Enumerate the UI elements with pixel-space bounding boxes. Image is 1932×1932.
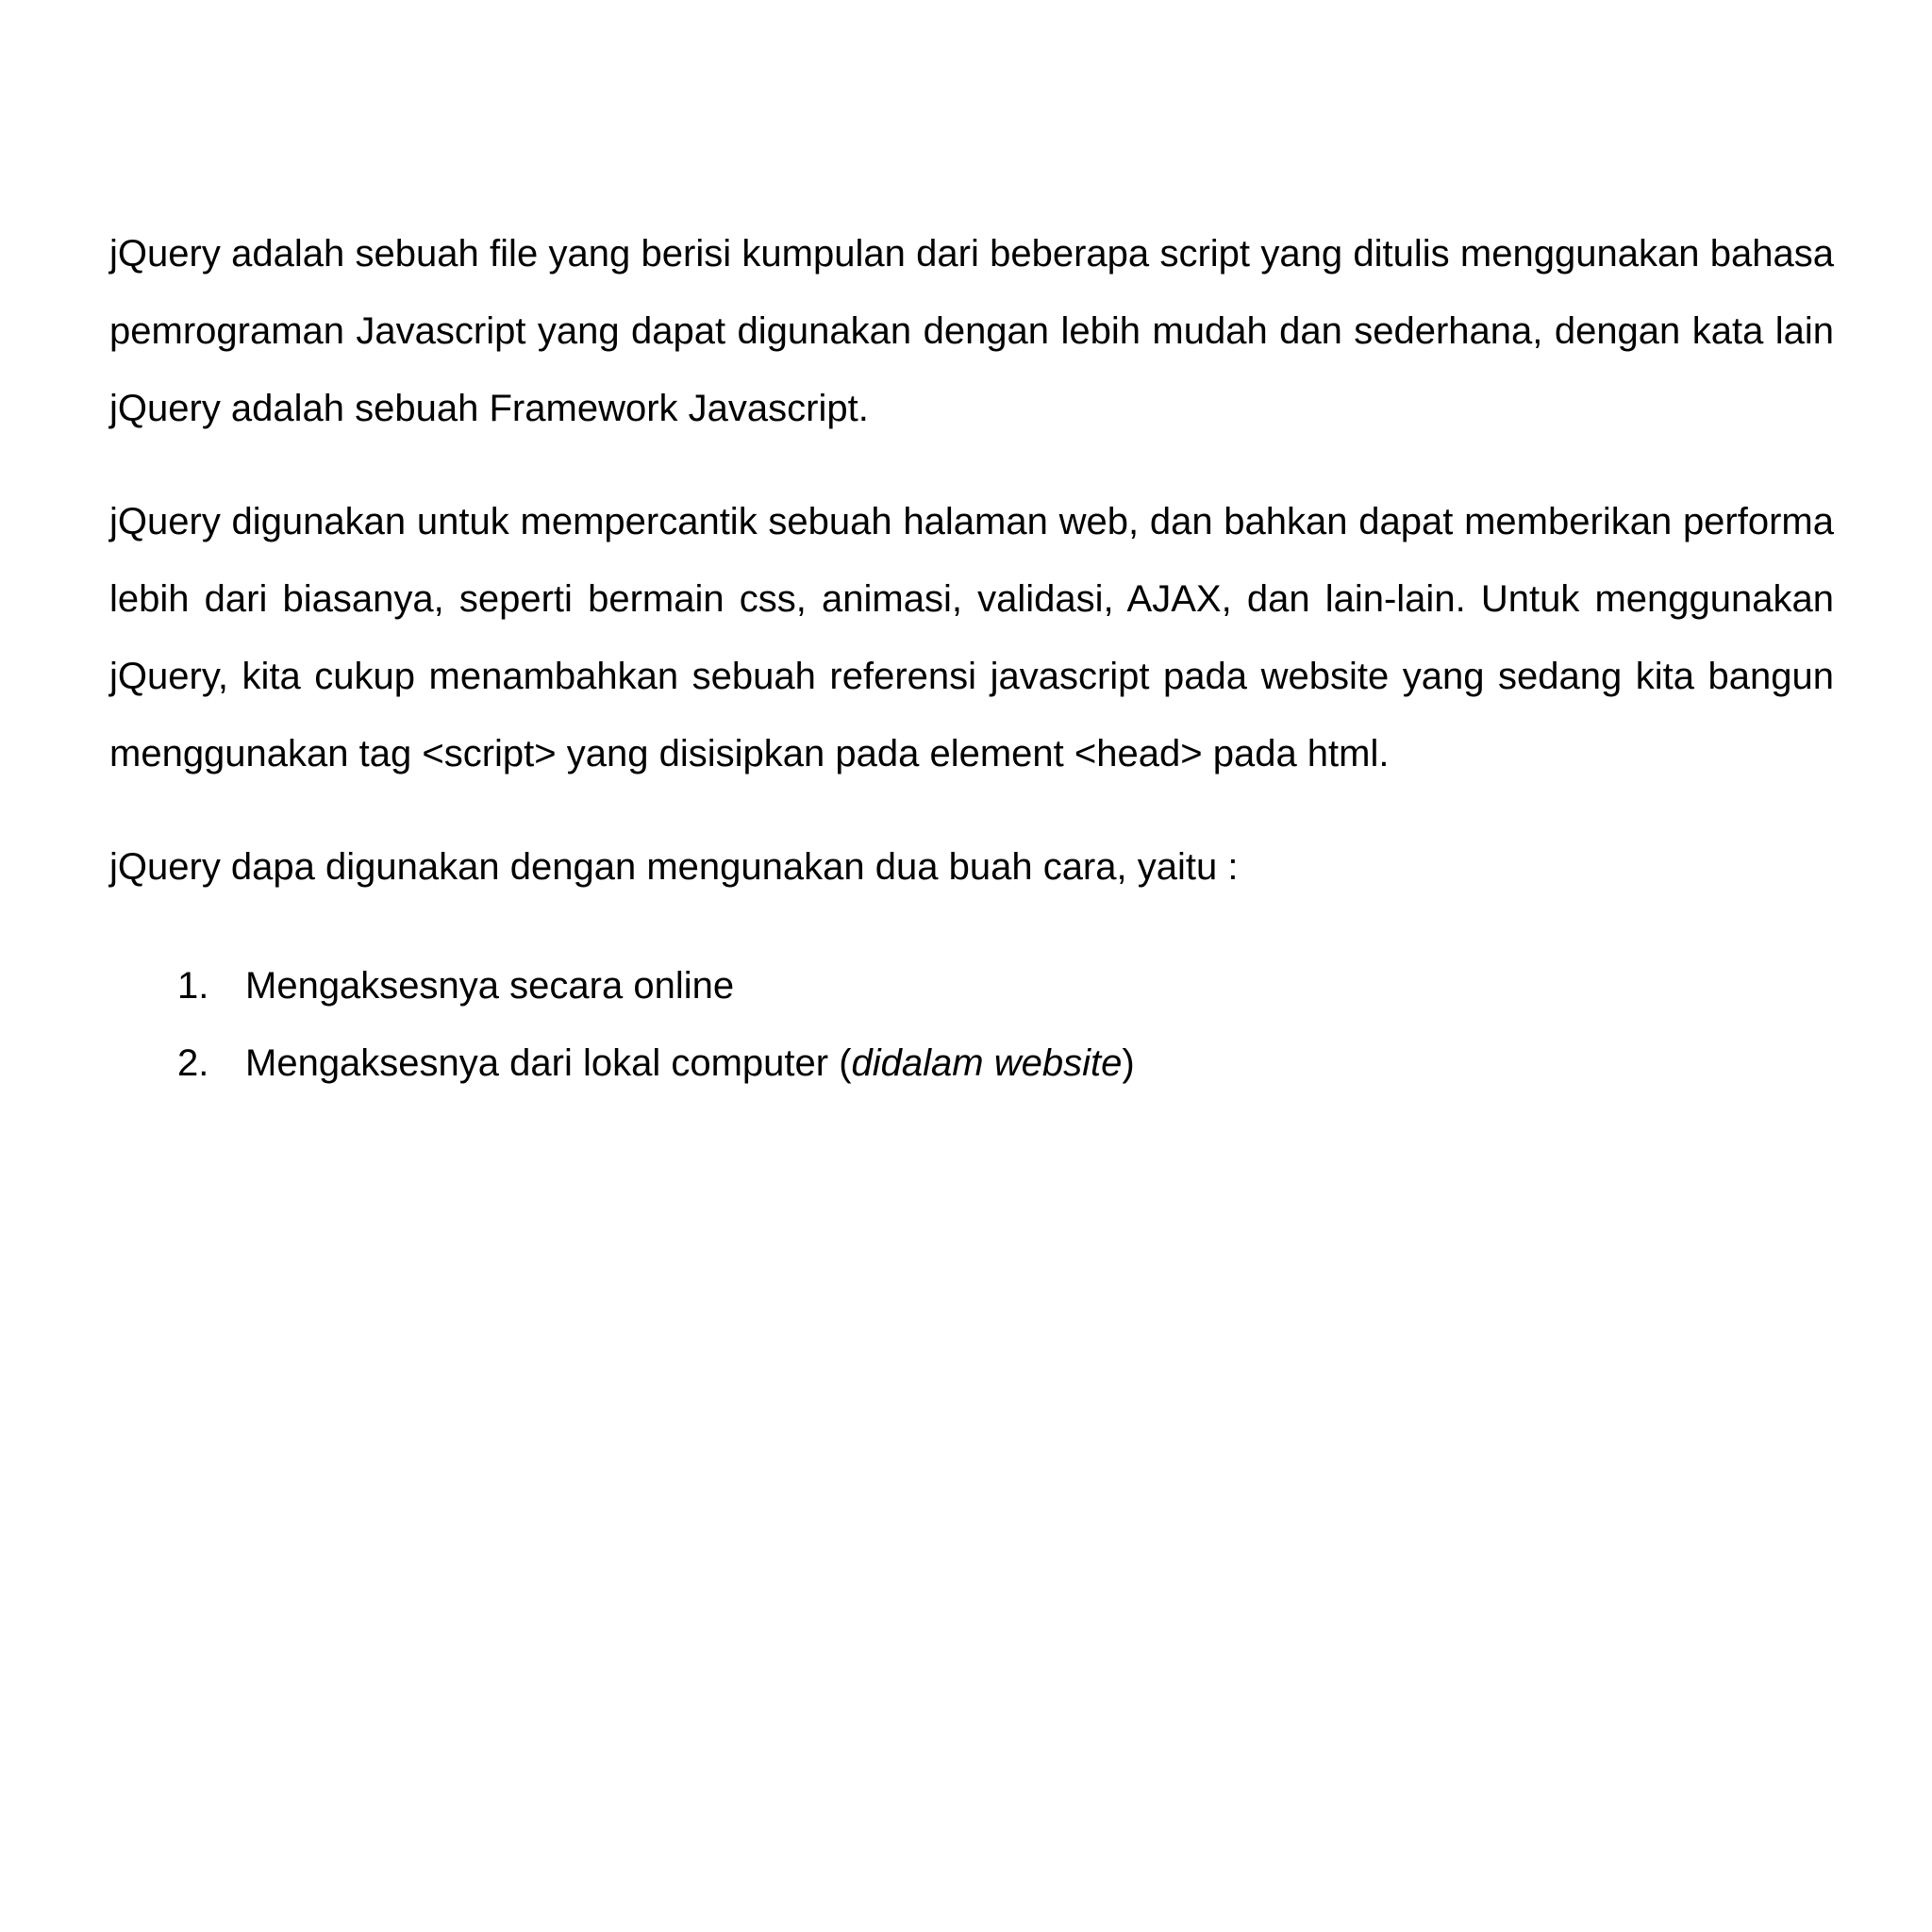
- numbered-list: [109, 947, 1834, 1102]
- list-item-text-prefix: Mengaksesnya dari lokal computer (: [245, 1042, 852, 1084]
- list-item: [109, 947, 1834, 1024]
- document-body: [109, 215, 1834, 1102]
- paragraph-2: jQuery digunakan untuk mempercantik sebuah halaman web, dan bahkan dapat memberikan performa lebih dari biasanya, seperti bermain css, animasi, validasi, AJAX, dan lain-lain. Untuk menggunakan jQuery, kita cukup menambahkan sebuah referensi javascript pada website yang sedang kita bangun menggunakan tag <script> yang disisipkan pada element <head> pada html.: [109, 501, 1834, 774]
- list-intro: jQuery dapa digunakan dengan mengunakan dua buah cara, yaitu :: [109, 846, 1239, 888]
- list-item-text: Mengaksesnya secara online: [245, 965, 735, 1007]
- list-item-text-emphasis: didalam website: [851, 1042, 1123, 1084]
- list-item-number: 2.: [177, 1042, 209, 1084]
- list-item-text-suffix: ): [1122, 1042, 1135, 1084]
- list-item: [109, 1024, 1834, 1102]
- list-item-number: 1.: [177, 965, 209, 1007]
- paragraph-1: jQuery adalah sebuah file yang berisi kumpulan dari beberapa script yang ditulis menggunakan bahasa pemrograman Javascript yang dapat digunakan dengan lebih mudah dan sederhana, dengan kata lain jQuery adalah sebuah Framework Javascript.: [109, 233, 1834, 429]
